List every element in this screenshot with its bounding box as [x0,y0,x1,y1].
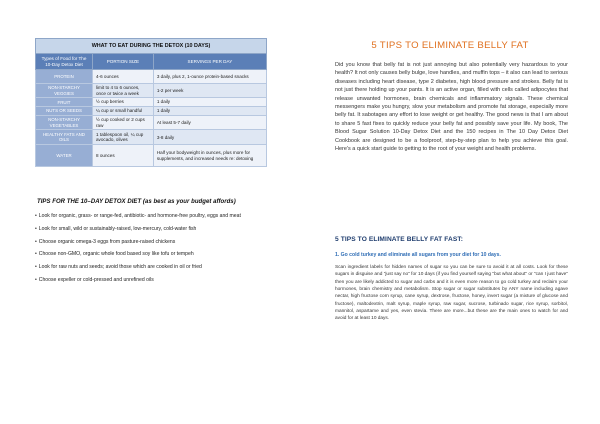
header-servings: SERVINGS PER DAY [153,54,266,70]
step-1-heading: 1. Go cold turkey and eliminate all sugars from your diet for 10 days. [335,252,501,258]
list-item [35,213,285,220]
row-portion: 4-6 ounces [93,70,154,84]
row-category: HEALTHY FATS AND OILS [36,130,93,145]
detox-food-table [35,38,267,167]
row-category: NON-STARCHY VEGETABLES [36,115,93,129]
header-food-type: Types of Food for The 10-Day Detox Diet [36,54,93,70]
section-heading: 5 TIPS TO ELIMINATE BELLY FAT FAST: [335,236,464,243]
bullet-icon: • [35,213,37,219]
row-portion: 8 ounces [93,145,154,167]
table-row [36,145,267,167]
row-category: FRUIT [36,98,93,107]
row-category: NUTS OR SEEDS [36,107,93,116]
table-row [36,130,267,145]
bullet-icon: • [35,251,37,258]
row-servings: 1 daily [153,107,266,116]
row-portion: ¼ cup or small handful [93,107,154,116]
bullet-icon: • [35,276,37,283]
row-portion: limit to 4 to 6 ounces, once or twice a week [93,84,154,98]
bullet-icon: • [35,225,37,232]
list-item [35,264,285,271]
row-portion: ½ cup cooked or 2 cups raw [93,115,154,129]
list-item [35,251,285,258]
bullet-icon: • [35,238,37,245]
row-servings: 1 daily [153,98,266,107]
table-row [36,70,267,84]
row-servings: Half your bodyweight in ounces, plus more for supplements, and increased needs re: detoxing [153,145,266,167]
header-portion-size: PORTION SIZE [93,54,154,70]
row-category: WATER [36,145,93,167]
intro-paragraph: Did you know that belly fat is not just annoying but also potentially very hazardous to your health? It not only causes belly bulge, love handles, and muffin tops – it also can lead to serious diseases including heart disease, type 2 diabetes, high blood pressure and strokes. Belly fat is not just there holding up your pants. It is an active organ, filled with cells called adipocytes that release unwanted hormones, brain chemicals and inflammatory signals. These chemical messengers make you hungry, slow your metabolism and promote fat storage, especially more belly fat. It sabotages any effort to lose weight or get healthy. The good news is that I am about to share 5 fast fixes to quickly reduce your belly fat and possibly save your life. My book, The Blood Sugar Solution 10-Day Detox Diet and the 150 recipes in The 10 Day Detox Diet Cookbook are designed to be a foolproof, step-by-step plan to help you achieve this goal. Here's a quick start guide to getting to the root of your weight and health problems. [335,62,568,153]
row-servings: 3 daily, plus 2, 1-ounce protein-based snacks [153,70,266,84]
tip-text: Look for raw nuts and seeds; avoid those which are cooked in oil or fried [38,264,202,271]
row-portion: ½ cup berries [93,98,154,107]
list-item [35,277,285,284]
list-item [35,226,285,233]
table-title: WHAT TO EAT DURING THE DETOX (10 DAYS) [36,39,267,54]
row-category: PROTEIN [36,70,93,84]
tip-text: Look for organic, grass- or range-fed, antibiotic- and hormone-free poultry, eggs and meat [38,213,241,219]
row-servings: 1-2 per week [153,84,266,98]
row-servings: 3-8 daily [153,130,266,145]
bullet-icon: • [35,264,37,271]
table-row [36,107,267,116]
table-row [36,84,267,98]
tip-text: Choose expeller or cold-pressed and unrefined oils [38,276,154,283]
tips-list [35,213,285,290]
row-portion: 1 tablespoon oil, ¼ cup avocado, olives [93,130,154,145]
row-category: NON-STARCHY VEGGIES [36,84,93,98]
tip-text: Choose non-GMO, organic whole food based soy like tofu or tempeh [38,251,194,258]
table-header-row [36,54,267,70]
list-item [35,239,285,246]
right-page [300,0,600,424]
table-title-row [36,39,267,54]
tip-text: Look for small, wild or sustainably-raised, low-mercury, cold-water fish [38,225,197,232]
row-servings: At least 5-7 daily [153,115,266,129]
table-row [36,115,267,129]
tip-text: Choose organic omega-3 eggs from pasture-raised chickens [38,238,176,245]
step-1-body: Scan ingredient labels for hidden names of sugar so you can be sure to avoid it at all costs. Look for these sugars in disguise and "just say no" for 10 days (if you find yourself saying "but what about" or "can I just have" then you are likely addicted to sugar and carbs and it is even more reason to go cold turkey and reclaim your hormones, brain chemistry and metabolism. Stop sugar or sugar substitutes by ANY name including agave nectar, high fructose corn syrup, cane syrup, dextrose, fructose, honey, invert sugar (a mixture of glucose and fructose), maltodextrin, malt syrup, maple syrup, raw sugar, sucrose, turbinado sugar, rice syrup, sorbitol, mannitol, aspartame and yes, even stevia. There are more...but these are the main ones to watch for and avoid for at least 10 days. [335,265,568,322]
table-row [36,98,267,107]
tips-heading: TIPS FOR THE 10–DAY DETOX DIET (as best as your budget affords) [37,199,236,205]
page-title: 5 TIPS TO ELIMINATE BELLY FAT [371,40,529,51]
